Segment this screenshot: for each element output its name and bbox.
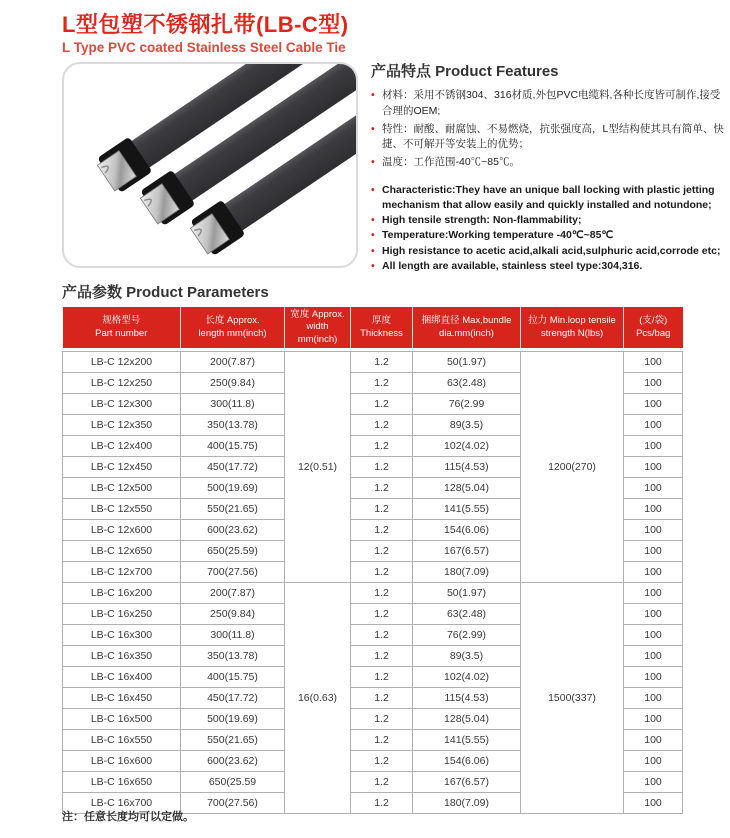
cell-thickness: 1.2 [351, 373, 413, 394]
cell-part-number: LB-C 16x300 [63, 625, 181, 646]
cell-length: 450(17.72) [181, 688, 285, 709]
cell-bundle-dia: 63(2.48) [413, 604, 521, 625]
cell-thickness: 1.2 [351, 730, 413, 751]
cell-length: 650(25.59 [181, 772, 285, 793]
cell-length: 500(19.69) [181, 709, 285, 730]
params-body [63, 348, 683, 814]
cell-thickness: 1.2 [351, 583, 413, 604]
column-header: 厚度 Thickness [351, 307, 413, 348]
cell-bundle-dia: 102(4.02) [413, 667, 521, 688]
cell-thickness: 1.2 [351, 520, 413, 541]
cell-length: 700(27.56) [181, 793, 285, 814]
feature-bullet: • High resistance to acetic acid,alkali acid,sulphuric acid,corrode etc; [371, 244, 725, 259]
cell-pcs: 100 [624, 562, 683, 583]
cell-pcs: 100 [624, 478, 683, 499]
cell-bundle-dia: 154(6.06) [413, 520, 521, 541]
cell-pcs: 100 [624, 793, 683, 814]
cell-thickness: 1.2 [351, 772, 413, 793]
cell-part-number: LB-C 12x300 [63, 394, 181, 415]
cell-thickness: 1.2 [351, 625, 413, 646]
cell-length: 250(9.84) [181, 373, 285, 394]
feature-bullet: • 特性：耐酸、耐腐蚀、不易燃烧，抗张强度高，L型结构使其具有简单、快捷、不可解开等安装上的优势； [371, 122, 725, 154]
cell-pcs: 100 [624, 415, 683, 436]
feature-bullet: • 温度：工作范围-40℃~85℃。 [371, 155, 725, 171]
cell-pcs: 100 [624, 499, 683, 520]
cell-pcs: 100 [624, 646, 683, 667]
cell-length: 550(21.65) [181, 730, 285, 751]
cell-bundle-dia: 115(4.53) [413, 688, 521, 709]
cell-bundle-dia: 167(6.57) [413, 541, 521, 562]
cell-part-number: LB-C 16x700 [63, 793, 181, 814]
parameters-table [62, 307, 683, 814]
cell-bundle-dia: 76(2.99 [413, 394, 521, 415]
cell-part-number: LB-C 12x400 [63, 436, 181, 457]
column-header: 规格型号 Part number [63, 307, 181, 348]
cable-ties-photo [62, 62, 358, 268]
cell-bundle-dia: 167(6.57) [413, 772, 521, 793]
cell-bundle-dia: 180(7.09) [413, 562, 521, 583]
cell-part-number: LB-C 16x250 [63, 604, 181, 625]
column-header: 捆绑直径 Max,bundle dia.mm(inch) [413, 307, 521, 348]
footnote: 注：任意长度均可以定做。 [62, 811, 194, 823]
cell-bundle-dia: 102(4.02) [413, 436, 521, 457]
cell-part-number: LB-C 16x550 [63, 730, 181, 751]
cell-length: 250(9.84) [181, 604, 285, 625]
cell-thickness: 1.2 [351, 751, 413, 772]
cell-part-number: LB-C 12x200 [63, 352, 181, 373]
cell-part-number: LB-C 12x650 [63, 541, 181, 562]
cell-bundle-dia: 154(6.06) [413, 751, 521, 772]
cell-bundle-dia: 50(1.97) [413, 583, 521, 604]
cell-length: 200(7.87) [181, 583, 285, 604]
cell-part-number: LB-C 16x500 [63, 709, 181, 730]
cell-bundle-dia: 128(5.04) [413, 478, 521, 499]
cell-bundle-dia: 63(2.48) [413, 373, 521, 394]
cell-length: 550(21.65) [181, 499, 285, 520]
page-title: L型包塑不锈钢扎带(LB-C型) [62, 12, 349, 37]
cell-part-number: LB-C 12x350 [63, 415, 181, 436]
cell-bundle-dia: 128(5.04) [413, 709, 521, 730]
cell-part-number: LB-C 16x600 [63, 751, 181, 772]
cell-thickness: 1.2 [351, 394, 413, 415]
cell-part-number: LB-C 12x700 [63, 562, 181, 583]
cell-pcs: 100 [624, 541, 683, 562]
product-features-section [371, 60, 725, 274]
feature-bullet: • 材料：采用不锈钢304、316材质,外包PVC电缆料,各种长度皆可制作,接受合理的OEM; [371, 88, 725, 120]
cell-pcs: 100 [624, 520, 683, 541]
table-row [63, 352, 683, 373]
cell-width-merged: 12(0.51) [285, 352, 351, 583]
cell-thickness: 1.2 [351, 688, 413, 709]
cell-thickness: 1.2 [351, 562, 413, 583]
page-subtitle: L Type PVC coated Stainless Steel Cable Tie [62, 40, 346, 56]
cell-part-number: LB-C 16x350 [63, 646, 181, 667]
cell-pcs: 100 [624, 709, 683, 730]
cell-length: 400(15.75) [181, 436, 285, 457]
cell-length: 300(11.8) [181, 625, 285, 646]
cell-bundle-dia: 89(3.5) [413, 646, 521, 667]
cell-part-number: LB-C 12x600 [63, 520, 181, 541]
cell-part-number: LB-C 12x250 [63, 373, 181, 394]
cell-length: 600(23.62) [181, 520, 285, 541]
cell-pcs: 100 [624, 457, 683, 478]
table-row [63, 583, 683, 604]
cell-bundle-dia: 141(5.55) [413, 730, 521, 751]
cell-pcs: 100 [624, 394, 683, 415]
cell-pcs: 100 [624, 604, 683, 625]
cell-bundle-dia: 180(7.09) [413, 793, 521, 814]
cell-thickness: 1.2 [351, 457, 413, 478]
column-header: 长度 Approx. length mm(inch) [181, 307, 285, 348]
cell-part-number: LB-C 12x550 [63, 499, 181, 520]
feature-bullet: • All length are available, stainless steel type:304,316. [371, 259, 725, 274]
cell-thickness: 1.2 [351, 646, 413, 667]
column-header: 拉力 Min.loop tensile strength N(lbs) [521, 307, 624, 348]
cell-length: 300(11.8) [181, 394, 285, 415]
cell-pcs: 100 [624, 667, 683, 688]
cell-thickness: 1.2 [351, 709, 413, 730]
cell-thickness: 1.2 [351, 415, 413, 436]
cell-pcs: 100 [624, 625, 683, 646]
cell-thickness: 1.2 [351, 352, 413, 373]
cell-thickness: 1.2 [351, 604, 413, 625]
cell-strength-merged: 1200(270) [521, 352, 624, 583]
cell-part-number: LB-C 16x650 [63, 772, 181, 793]
page-header [62, 12, 349, 55]
cell-part-number: LB-C 16x450 [63, 688, 181, 709]
cell-length: 500(19.69) [181, 478, 285, 499]
cell-pcs: 100 [624, 730, 683, 751]
cell-thickness: 1.2 [351, 793, 413, 814]
cell-bundle-dia: 141(5.55) [413, 499, 521, 520]
cable-ties-illustration [64, 64, 356, 266]
cell-thickness: 1.2 [351, 478, 413, 499]
cell-pcs: 100 [624, 352, 683, 373]
cell-thickness: 1.2 [351, 499, 413, 520]
cell-thickness: 1.2 [351, 436, 413, 457]
feature-bullet: • High tensile strength: Non-flammability; [371, 213, 725, 228]
cell-length: 350(13.78) [181, 646, 285, 667]
cell-thickness: 1.2 [351, 541, 413, 562]
parameters-heading: 产品参数 Product Parameters [62, 284, 269, 301]
feature-bullet: • Temperature:Working temperature -40℃~85℃ [371, 228, 725, 243]
feature-list-en [371, 183, 725, 274]
cell-bundle-dia: 50(1.97) [413, 352, 521, 373]
feature-list-cn [371, 88, 725, 171]
cell-thickness: 1.2 [351, 667, 413, 688]
cell-pcs: 100 [624, 583, 683, 604]
column-header: (支/袋) Pcs/bag [624, 307, 683, 348]
cell-length: 450(17.72) [181, 457, 285, 478]
cell-length: 350(13.78) [181, 415, 285, 436]
cell-part-number: LB-C 16x200 [63, 583, 181, 604]
cell-bundle-dia: 115(4.53) [413, 457, 521, 478]
cell-length: 700(27.56) [181, 562, 285, 583]
feature-bullet: • Characteristic:They have an unique ball locking with plastic jetting mechanism that allow easily and quickly installed and notundone; [371, 183, 725, 213]
cell-pcs: 100 [624, 772, 683, 793]
cell-part-number: LB-C 12x500 [63, 478, 181, 499]
cell-length: 400(15.75) [181, 667, 285, 688]
cell-width-merged: 16(0.63) [285, 583, 351, 814]
cell-part-number: LB-C 16x400 [63, 667, 181, 688]
cell-pcs: 100 [624, 751, 683, 772]
column-header: 宽度 Approx. width mm(inch) [285, 307, 351, 348]
cell-pcs: 100 [624, 436, 683, 457]
cell-length: 650(25.59) [181, 541, 285, 562]
cell-length: 600(23.62) [181, 751, 285, 772]
params-header-row [63, 307, 683, 348]
cell-length: 200(7.87) [181, 352, 285, 373]
cell-pcs: 100 [624, 688, 683, 709]
cell-bundle-dia: 89(3.5) [413, 415, 521, 436]
cell-strength-merged: 1500(337) [521, 583, 624, 814]
features-heading: 产品特点 Product Features [371, 63, 559, 80]
cell-pcs: 100 [624, 373, 683, 394]
cell-bundle-dia: 76(2.99) [413, 625, 521, 646]
cell-part-number: LB-C 12x450 [63, 457, 181, 478]
